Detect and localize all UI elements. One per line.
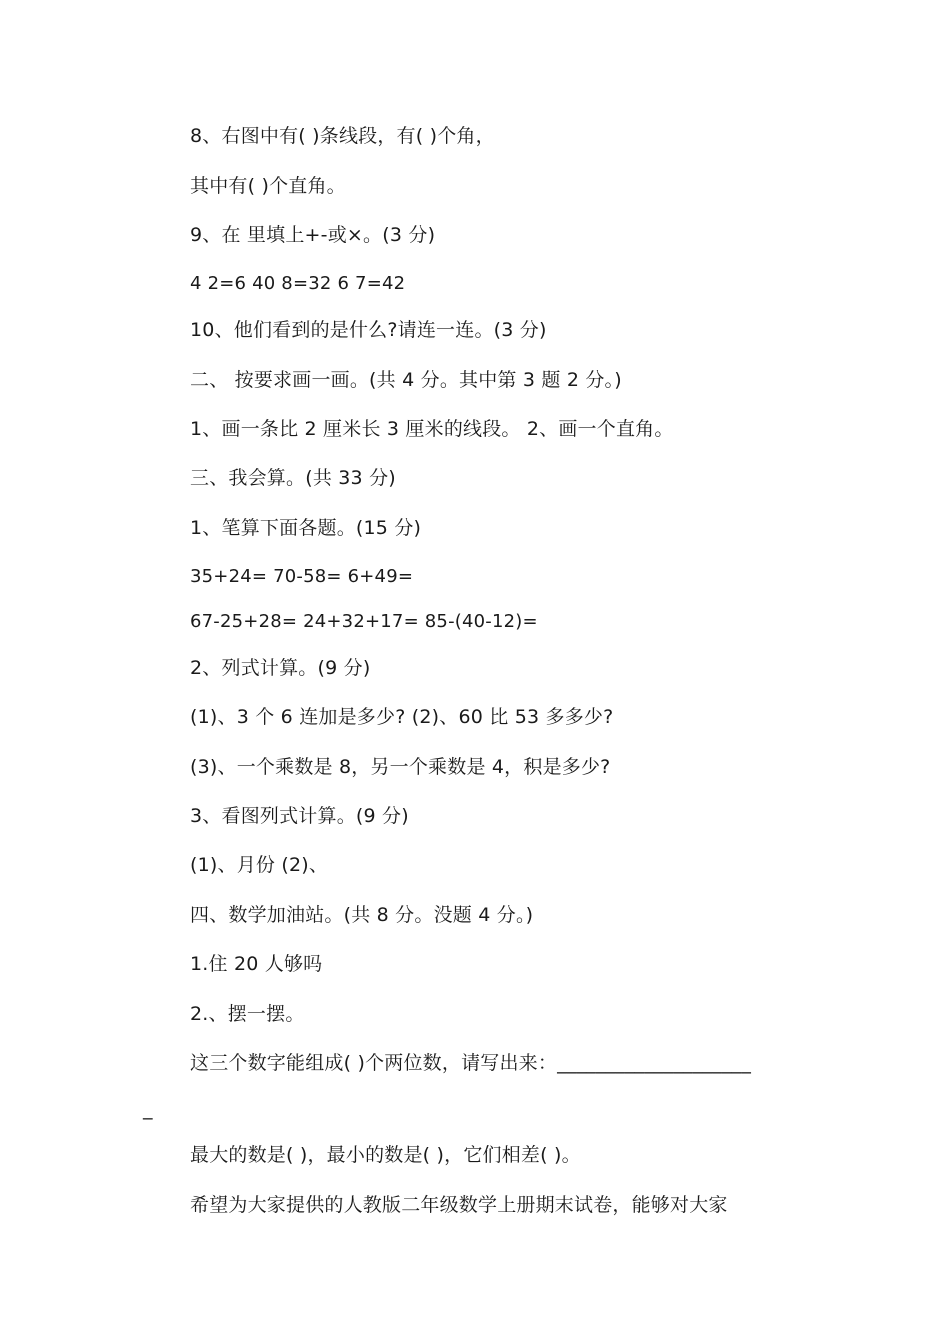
section-3-part-3: 3、看图列式计算。(9 分)	[190, 805, 409, 827]
question-8-right-angles: 其中有( )个直角。	[190, 175, 346, 197]
section-2-heading: 二、 按要求画一画。(共 4 分。其中第 3 题 2 分。)	[190, 369, 622, 391]
calculation-row-1: 35+24= 70-58= 6+49=	[190, 566, 414, 587]
closing-text: 希望为大家提供的人教版二年级数学上册期末试卷，能够对大家	[190, 1194, 728, 1216]
section-2-tasks: 1、画一条比 2 厘米长 3 厘米的线段。 2、画一个直角。	[190, 418, 674, 440]
section-3-part-2: 2、列式计算。(9 分)	[190, 657, 371, 679]
calculation-row-2: 67-25+28= 24+32+17= 85-(40-12)=	[190, 611, 538, 632]
question-9-line: 9、在 里填上+-或×。(3 分)	[190, 224, 436, 246]
question-9-equations: 4 2=6 40 8=32 6 7=42	[190, 273, 406, 294]
section-3-part-1: 1、笔算下面各题。(15 分)	[190, 517, 422, 539]
section-4-heading: 四、数学加油站。(共 8 分。没题 4 分。)	[190, 904, 534, 926]
question-8-line: 8、右图中有( )条线段，有( )个角，	[190, 125, 495, 147]
largest-smallest-line: 最大的数是( )，最小的数是( )，它们相差( )。	[190, 1144, 581, 1166]
section-3-heading: 三、我会算。(共 33 分)	[190, 467, 396, 489]
word-problem-3: (3)、一个乘数是 8，另一个乘数是 4，积是多少?	[190, 756, 611, 778]
answer-line-continuation: _	[143, 1098, 153, 1120]
question-10-line: 10、他们看到的是什么?请连一连。(3 分)	[190, 319, 547, 341]
picture-problems: (1)、月份 (2)、	[190, 854, 329, 876]
word-problems-1-2: (1)、3 个 6 连加是多少? (2)、60 比 53 多多少?	[190, 706, 614, 728]
section-4-question-1: 1.住 20 人够吗	[190, 953, 323, 975]
two-digit-numbers-line: 这三个数字能组成( )个两位数，请写出来：____________________	[190, 1052, 752, 1074]
section-4-question-2: 2.、摆一摆。	[190, 1003, 305, 1025]
